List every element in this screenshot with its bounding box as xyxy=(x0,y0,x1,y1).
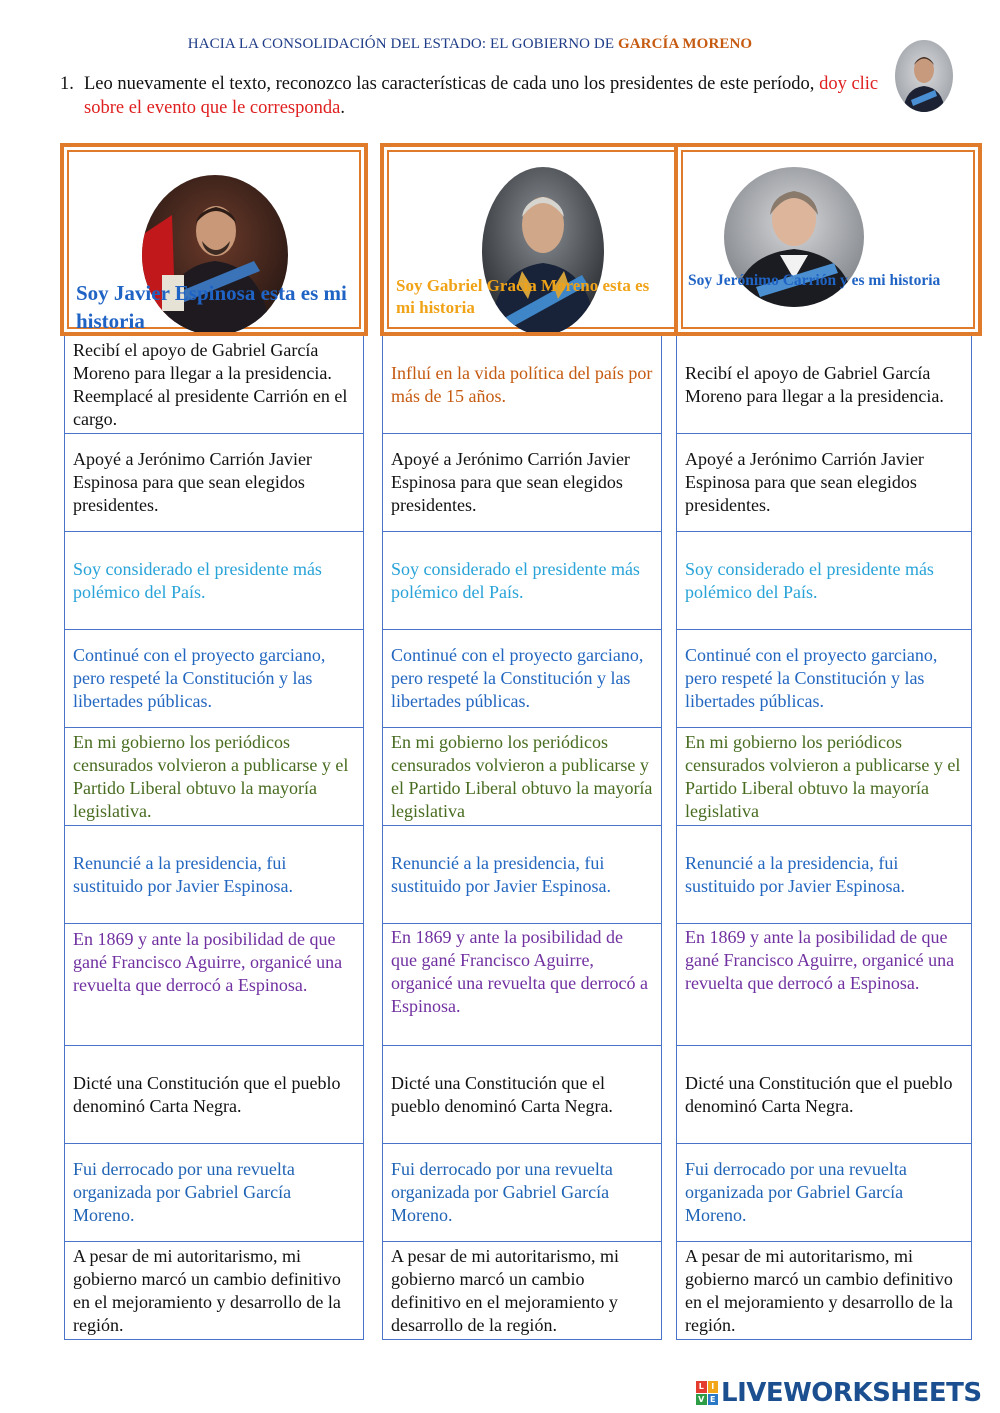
event-text: Renuncié a la presidencia, fui sustituido por Javier Espinosa. xyxy=(685,852,905,896)
event-text: En 1869 y ante la posibilidad de que gané Francisco Aguirre, organicé una revuelta que derrocó a Espinosa. xyxy=(685,927,955,993)
column-carrion xyxy=(674,143,982,1340)
page-title-prefix: HACIA LA CONSOLIDACIÓN DEL ESTADO: EL GOBIERNO DE xyxy=(187,36,618,52)
event-text: Dicté una Constitución que el pueblo denominó Carta Negra. xyxy=(391,1072,613,1116)
page-title-highlight: GARCÍA MORENO xyxy=(617,36,753,52)
event-text: Dicté una Constitución que el pueblo denominó Carta Negra. xyxy=(73,1072,341,1116)
event-text: Continué con el proyecto garciano, pero respeté la Constitución y las libertades públicas. xyxy=(685,645,938,711)
event-cell[interactable] xyxy=(64,1046,364,1144)
event-text: En mi gobierno los periódicos censurados volvieron a publicarse y el Partido Liberal obtuvo la mayoría legislativa xyxy=(685,731,961,821)
event-cell[interactable] xyxy=(382,1242,662,1340)
event-cell[interactable] xyxy=(382,924,662,1046)
event-cell[interactable] xyxy=(64,630,364,728)
event-text: En mi gobierno los periódicos censurados volvieron a publicarse y el Partido Liberal obtuvo la mayoría legislativa xyxy=(391,731,653,821)
event-cell[interactable] xyxy=(676,1144,972,1242)
event-cell[interactable] xyxy=(64,336,364,434)
event-text: Dicté una Constitución que el pueblo denominó Carta Negra. xyxy=(685,1072,953,1116)
event-cell[interactable] xyxy=(64,924,364,1046)
header-card-carrion xyxy=(674,143,982,336)
event-text: A pesar de mi autoritarismo, mi gobierno marcó un cambio definitivo en el mejoramiento y desarrollo de la región. xyxy=(73,1245,341,1335)
event-text: Soy considerado el presidente más polémico del País. xyxy=(685,558,934,602)
event-text: Continué con el proyecto garciano, pero respeté la Constitución y las libertades públicas. xyxy=(73,645,326,711)
event-cell[interactable] xyxy=(676,1046,972,1144)
header-card-espinosa xyxy=(60,143,368,336)
logo-letter: L xyxy=(696,1381,707,1393)
event-cell[interactable] xyxy=(676,728,972,826)
event-cell[interactable] xyxy=(382,434,662,532)
event-text: En mi gobierno los periódicos censurados volvieron a publicarse y el Partido Liberal obtuvo la mayoría legislativa. xyxy=(73,731,349,821)
event-text: Fui derrocado por una revuelta organizada por Gabriel García Moreno. xyxy=(391,1159,613,1225)
column-espinosa xyxy=(60,143,368,1340)
event-text: Soy considerado el presidente más polémico del País. xyxy=(73,558,322,602)
instruction-number: 1. xyxy=(60,74,74,94)
event-text: Apoyé a Jerónimo Carrión Javier Espinosa para que sean elegidos presidentes. xyxy=(391,449,630,515)
heading-carrion: Soy Jerónimo Carrión y es mi historia xyxy=(688,272,941,289)
event-cell[interactable] xyxy=(64,434,364,532)
column-garcia-moreno xyxy=(380,143,688,1340)
event-text: En 1869 y ante la posibilidad de que gané Francisco Aguirre, organicé una revuelta que derrocó a Espinosa. xyxy=(391,927,649,1016)
event-text: Apoyé a Jerónimo Carrión Javier Espinosa para que sean elegidos presidentes. xyxy=(685,449,924,515)
instruction xyxy=(60,72,900,120)
event-text: Soy considerado el presidente más polémico del País. xyxy=(391,558,640,602)
event-cell[interactable] xyxy=(64,1144,364,1242)
event-cell[interactable] xyxy=(676,532,972,630)
event-cell[interactable] xyxy=(676,336,972,434)
instruction-action: doy clic sobre el evento que le corresponda xyxy=(84,74,879,118)
event-cell[interactable] xyxy=(64,532,364,630)
event-cell[interactable] xyxy=(382,1046,662,1144)
heading-garcia-moreno: Soy Gabriel Gracia Moreno esta es mi historia xyxy=(396,276,650,317)
event-cell[interactable] xyxy=(382,1144,662,1242)
event-cell[interactable] xyxy=(676,826,972,924)
logo-letter: V xyxy=(696,1394,707,1406)
event-cell[interactable] xyxy=(64,826,364,924)
brand-name: LIVEWORKSHEETS xyxy=(721,1378,982,1408)
event-text: Fui derrocado por una revuelta organizada por Gabriel García Moreno. xyxy=(73,1159,295,1225)
liveworksheets-brand[interactable] xyxy=(696,1378,982,1408)
event-cell[interactable] xyxy=(64,1242,364,1340)
event-cell[interactable] xyxy=(382,630,662,728)
event-text: Recibí el apoyo de Gabriel García Moreno para llegar a la presidencia. Reemplacé al presidente Carrión en el cargo. xyxy=(73,339,348,429)
event-cell[interactable] xyxy=(382,826,662,924)
event-cell[interactable] xyxy=(676,630,972,728)
event-cell[interactable] xyxy=(382,532,662,630)
event-text: Apoyé a Jerónimo Carrión Javier Espinosa para que sean elegidos presidentes. xyxy=(73,449,312,515)
instruction-end: . xyxy=(340,98,345,118)
event-cell[interactable] xyxy=(382,728,662,826)
logo-letter: E xyxy=(708,1394,719,1406)
page-title xyxy=(0,36,940,53)
event-cell[interactable] xyxy=(382,336,662,434)
header-card-garcia-moreno xyxy=(380,143,688,336)
event-text: Fui derrocado por una revuelta organizada por Gabriel García Moreno. xyxy=(685,1159,907,1225)
event-text: Renuncié a la presidencia, fui sustituido por Javier Espinosa. xyxy=(391,852,611,896)
liveworksheets-logo-icon xyxy=(696,1381,718,1405)
logo-letter: I xyxy=(708,1381,719,1393)
event-cell[interactable] xyxy=(676,924,972,1046)
event-text: Influí en la vida política del país por más de 15 años. xyxy=(391,362,653,406)
heading-espinosa: Soy Javier Espinosa esta es mi historia xyxy=(76,281,347,333)
event-text: Continué con el proyecto garciano, pero respeté la Constitución y las libertades públicas. xyxy=(391,645,644,711)
event-text: En 1869 y ante la posibilidad de que gané Francisco Aguirre, organicé una revuelta que derrocó a Espinosa. xyxy=(73,929,343,995)
portrait-corner-icon xyxy=(895,40,953,112)
event-cell[interactable] xyxy=(64,728,364,826)
event-text: Recibí el apoyo de Gabriel García Moreno para llegar a la presidencia. xyxy=(685,362,944,406)
event-cell[interactable] xyxy=(676,1242,972,1340)
instruction-text: Leo nuevamente el texto, reconozco las características de cada uno los presidentes de este período, xyxy=(84,74,820,94)
event-text: Renuncié a la presidencia, fui sustituido por Javier Espinosa. xyxy=(73,852,293,896)
event-cell[interactable] xyxy=(676,434,972,532)
event-text: A pesar de mi autoritarismo, mi gobierno marcó un cambio definitivo en el mejoramiento y desarrollo de la región. xyxy=(391,1245,619,1335)
event-text: A pesar de mi autoritarismo, mi gobierno marcó un cambio definitivo en el mejoramiento y desarrollo de la región. xyxy=(685,1245,953,1335)
